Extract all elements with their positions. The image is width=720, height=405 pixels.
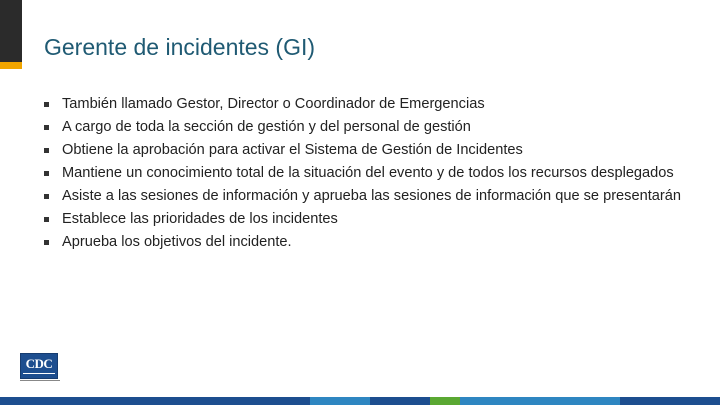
footer-segment: [430, 397, 460, 405]
side-bar-decoration: [0, 0, 22, 66]
cdc-logo: [20, 353, 60, 383]
slide-title: Gerente de incidentes (GI): [44, 34, 316, 60]
bullet-item: A cargo de toda la sección de gestión y del personal de gestión: [44, 117, 684, 139]
footer-bar: [0, 397, 720, 405]
footer-segment: [370, 397, 430, 405]
logo-subline: [20, 380, 60, 384]
bullet-item: Establece las prioridades de los incidentes: [44, 209, 684, 231]
bullet-item: También llamado Gestor, Director o Coordinador de Emergencias: [44, 94, 684, 116]
bullet-list: [44, 94, 684, 255]
footer-segment: [190, 397, 310, 405]
side-bar-accent: [0, 62, 22, 69]
logo-line: [23, 373, 55, 374]
logo-text: CDC: [25, 356, 53, 371]
footer-segment: [310, 397, 370, 405]
bullet-item: Asiste a las sesiones de información y aprueba las sesiones de información que se presentarán: [44, 186, 684, 208]
footer-segment: [0, 397, 190, 405]
bullet-item: Aprueba los objetivos del incidente.: [44, 232, 684, 254]
footer-segment: [620, 397, 720, 405]
footer-segment: [460, 397, 620, 405]
bullet-item: Mantiene un conocimiento total de la situación del evento y de todos los recursos desplegados: [44, 163, 684, 185]
bullet-item: Obtiene la aprobación para activar el Sistema de Gestión de Incidentes: [44, 140, 684, 162]
